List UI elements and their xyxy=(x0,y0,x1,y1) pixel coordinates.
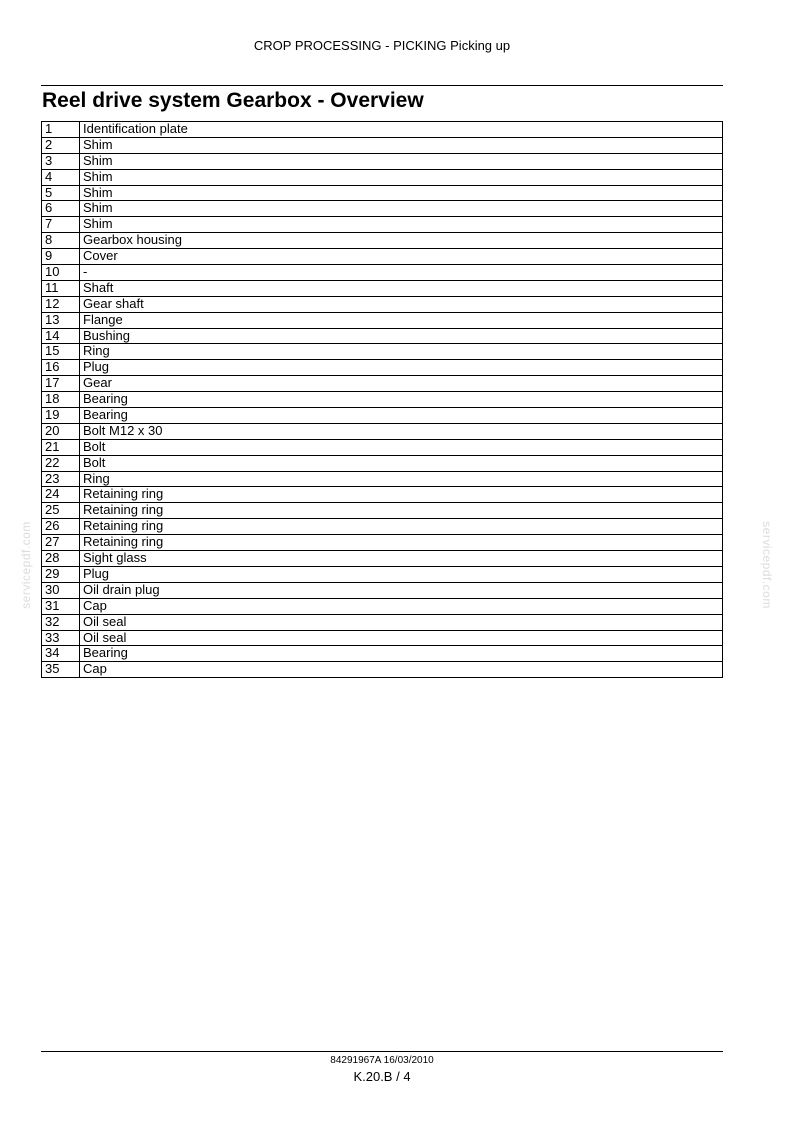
part-name-cell: Cover xyxy=(80,249,723,265)
part-number-cell: 35 xyxy=(42,662,80,678)
part-name-cell: Ring xyxy=(80,344,723,360)
table-row xyxy=(42,519,723,535)
table-row xyxy=(42,439,723,455)
part-number-cell: 14 xyxy=(42,328,80,344)
table-row xyxy=(42,249,723,265)
part-name-cell: Oil seal xyxy=(80,614,723,630)
part-name-cell: Bolt M12 x 30 xyxy=(80,423,723,439)
table-row xyxy=(42,392,723,408)
table-row xyxy=(42,312,723,328)
part-number-cell: 32 xyxy=(42,614,80,630)
part-number-cell: 27 xyxy=(42,535,80,551)
part-name-cell: Bolt xyxy=(80,455,723,471)
part-number-cell: 28 xyxy=(42,551,80,567)
table-row xyxy=(42,344,723,360)
part-name-cell: Oil seal xyxy=(80,630,723,646)
part-name-cell: Sight glass xyxy=(80,551,723,567)
part-number-cell: 20 xyxy=(42,423,80,439)
part-number-cell: 25 xyxy=(42,503,80,519)
part-number-cell: 5 xyxy=(42,185,80,201)
table-row xyxy=(42,408,723,424)
table-row xyxy=(42,185,723,201)
part-number-cell: 31 xyxy=(42,598,80,614)
part-name-cell: Cap xyxy=(80,662,723,678)
table-row xyxy=(42,487,723,503)
table-row xyxy=(42,360,723,376)
part-number-cell: 17 xyxy=(42,376,80,392)
table-row xyxy=(42,296,723,312)
page-header: CROP PROCESSING - PICKING Picking up xyxy=(253,38,511,53)
table-row xyxy=(42,630,723,646)
part-number-cell: 23 xyxy=(42,471,80,487)
table-row xyxy=(42,582,723,598)
part-name-cell: Gear shaft xyxy=(80,296,723,312)
part-name-cell: Shim xyxy=(80,153,723,169)
table-row xyxy=(42,614,723,630)
part-number-cell: 22 xyxy=(42,455,80,471)
table-row xyxy=(42,551,723,567)
part-number-cell: 12 xyxy=(42,296,80,312)
part-name-cell: Cap xyxy=(80,598,723,614)
page-title: Reel drive system Gearbox - Overview xyxy=(42,89,424,112)
part-name-cell: Shim xyxy=(80,169,723,185)
part-number-cell: 10 xyxy=(42,265,80,281)
part-name-cell: Shaft xyxy=(80,280,723,296)
part-name-cell: Retaining ring xyxy=(80,487,723,503)
part-number-cell: 1 xyxy=(42,122,80,138)
table-row xyxy=(42,122,723,138)
table-row xyxy=(42,598,723,614)
table-row xyxy=(42,328,723,344)
parts-table-body xyxy=(42,122,723,678)
part-name-cell: Retaining ring xyxy=(80,519,723,535)
table-row xyxy=(42,265,723,281)
table-row xyxy=(42,376,723,392)
part-number-cell: 13 xyxy=(42,312,80,328)
table-row xyxy=(42,455,723,471)
table-row xyxy=(42,137,723,153)
part-name-cell: Plug xyxy=(80,566,723,582)
part-name-cell: Shim xyxy=(80,185,723,201)
footer-doc-reference: 84291967A 16/03/2010 xyxy=(330,1055,434,1066)
part-number-cell: 30 xyxy=(42,582,80,598)
watermark-right: servicepdf.com xyxy=(760,521,774,609)
part-name-cell: Shim xyxy=(80,201,723,217)
part-number-cell: 33 xyxy=(42,630,80,646)
table-row xyxy=(42,471,723,487)
table-row xyxy=(42,169,723,185)
part-number-cell: 6 xyxy=(42,201,80,217)
part-name-cell: - xyxy=(80,265,723,281)
table-row xyxy=(42,423,723,439)
table-row xyxy=(42,646,723,662)
table-row xyxy=(42,201,723,217)
part-number-cell: 8 xyxy=(42,233,80,249)
watermark-left: servicepdf.com xyxy=(19,521,33,609)
table-row xyxy=(42,662,723,678)
part-name-cell: Ring xyxy=(80,471,723,487)
part-name-cell: Gearbox housing xyxy=(80,233,723,249)
part-number-cell: 21 xyxy=(42,439,80,455)
table-row xyxy=(42,233,723,249)
part-number-cell: 4 xyxy=(42,169,80,185)
part-name-cell: Oil drain plug xyxy=(80,582,723,598)
part-number-cell: 11 xyxy=(42,280,80,296)
table-row xyxy=(42,280,723,296)
part-number-cell: 9 xyxy=(42,249,80,265)
part-number-cell: 29 xyxy=(42,566,80,582)
part-number-cell: 19 xyxy=(42,408,80,424)
parts-table xyxy=(41,121,723,678)
part-number-cell: 2 xyxy=(42,137,80,153)
part-name-cell: Bearing xyxy=(80,408,723,424)
part-number-cell: 18 xyxy=(42,392,80,408)
table-row xyxy=(42,535,723,551)
part-number-cell: 24 xyxy=(42,487,80,503)
part-number-cell: 26 xyxy=(42,519,80,535)
part-number-cell: 3 xyxy=(42,153,80,169)
part-name-cell: Bearing xyxy=(80,646,723,662)
part-name-cell: Identification plate xyxy=(80,122,723,138)
footer-rule xyxy=(41,1051,723,1052)
part-number-cell: 7 xyxy=(42,217,80,233)
part-name-cell: Gear xyxy=(80,376,723,392)
table-row xyxy=(42,217,723,233)
part-name-cell: Flange xyxy=(80,312,723,328)
part-name-cell: Shim xyxy=(80,217,723,233)
part-name-cell: Retaining ring xyxy=(80,535,723,551)
part-name-cell: Bushing xyxy=(80,328,723,344)
part-name-cell: Retaining ring xyxy=(80,503,723,519)
table-row xyxy=(42,566,723,582)
part-number-cell: 34 xyxy=(42,646,80,662)
part-name-cell: Shim xyxy=(80,137,723,153)
part-number-cell: 16 xyxy=(42,360,80,376)
header-rule xyxy=(41,85,723,86)
footer-page-number: K.20.B / 4 xyxy=(353,1069,411,1084)
table-row xyxy=(42,503,723,519)
part-name-cell: Bolt xyxy=(80,439,723,455)
part-name-cell: Bearing xyxy=(80,392,723,408)
table-row xyxy=(42,153,723,169)
part-number-cell: 15 xyxy=(42,344,80,360)
part-name-cell: Plug xyxy=(80,360,723,376)
